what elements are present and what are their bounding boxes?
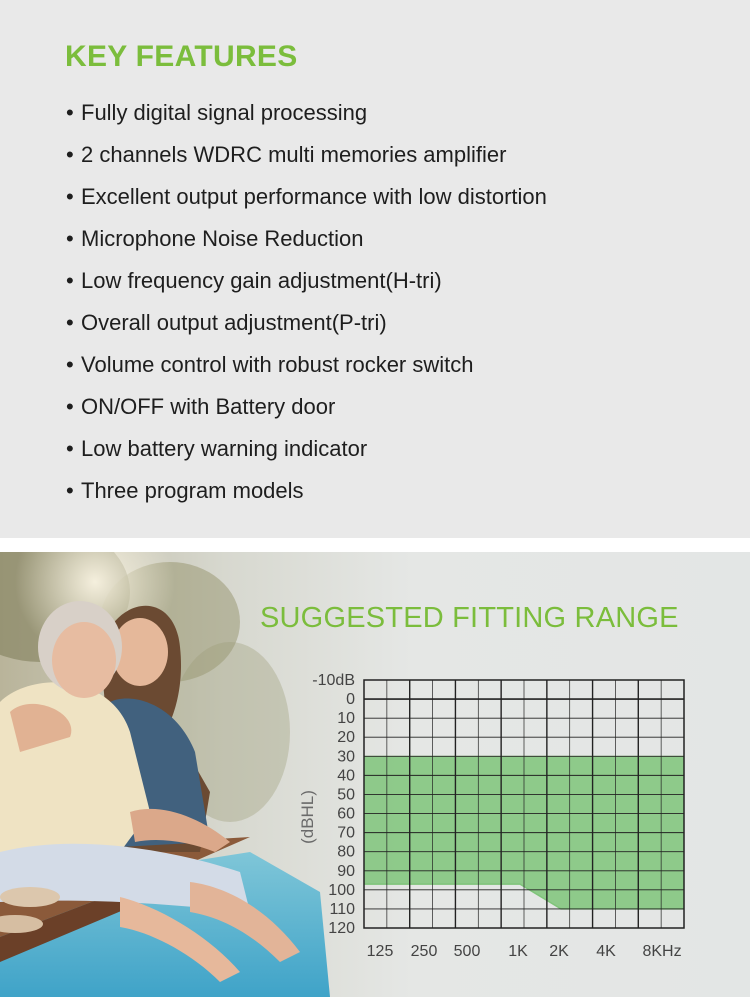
y-tick-label: 110 [329, 900, 355, 918]
fitting-range-chart [0, 552, 750, 997]
bullet-icon: • [66, 142, 74, 167]
bullet-icon: • [66, 310, 74, 335]
feature-text: Microphone Noise Reduction [81, 226, 364, 251]
bullet-icon: • [66, 394, 74, 419]
bullet-icon: • [66, 268, 74, 293]
fitting-range-section [0, 552, 750, 997]
x-tick-label: 8KHz [642, 943, 682, 960]
y-tick-label: 100 [328, 881, 355, 899]
section-divider [0, 538, 750, 552]
feature-text: 2 channels WDRC multi memories amplifier [81, 142, 507, 167]
bullet-icon: • [66, 226, 74, 251]
y-tick-label: 90 [337, 862, 355, 880]
y-tick-label: 50 [337, 786, 355, 804]
bullet-icon: • [66, 184, 74, 209]
y-tick-label: 70 [337, 824, 355, 842]
bullet-icon: • [66, 100, 74, 125]
feature-item [66, 140, 547, 182]
y-tick-label: 0 [346, 691, 355, 709]
feature-text: Three program models [81, 478, 304, 503]
feature-item [66, 182, 547, 224]
x-tick-label: 4K [596, 943, 616, 960]
feature-list [66, 98, 547, 518]
y-tick-label: 80 [337, 843, 355, 861]
bullet-icon: • [66, 352, 74, 377]
feature-item [66, 434, 547, 476]
feature-item [66, 350, 547, 392]
feature-item [66, 98, 547, 140]
y-axis-label: (dBHL) [298, 790, 317, 844]
x-tick-label: 500 [453, 943, 481, 960]
feature-item [66, 476, 547, 518]
y-tick-label: -10dB [312, 672, 355, 689]
bullet-icon: • [66, 478, 74, 503]
x-tick-label: 2K [549, 943, 569, 960]
x-tick-label: 250 [410, 943, 438, 960]
feature-item [66, 392, 547, 434]
feature-text: Low frequency gain adjustment(H-tri) [81, 268, 442, 293]
feature-text: Excellent output performance with low distortion [81, 184, 547, 209]
feature-text: Low battery warning indicator [81, 436, 368, 461]
feature-item [66, 308, 547, 350]
fitting-range-title: SUGGESTED FITTING RANGE [260, 602, 679, 634]
feature-text: Volume control with robust rocker switch [81, 352, 474, 377]
feature-item [66, 266, 547, 308]
y-tick-label: 60 [337, 805, 355, 823]
y-tick-label: 10 [337, 710, 355, 728]
bullet-icon: • [66, 436, 74, 461]
x-tick-label: 125 [366, 943, 394, 960]
feature-text: ON/OFF with Battery door [81, 394, 336, 419]
y-tick-label: 20 [337, 729, 355, 747]
y-tick-label: 40 [337, 767, 355, 785]
feature-item [66, 224, 547, 266]
key-features-title: KEY FEATURES [65, 40, 298, 73]
y-tick-label: 120 [328, 920, 355, 937]
x-tick-label: 1K [508, 943, 528, 960]
feature-text: Overall output adjustment(P-tri) [81, 310, 387, 335]
y-tick-label: 30 [337, 748, 355, 766]
feature-text: Fully digital signal processing [81, 100, 368, 125]
